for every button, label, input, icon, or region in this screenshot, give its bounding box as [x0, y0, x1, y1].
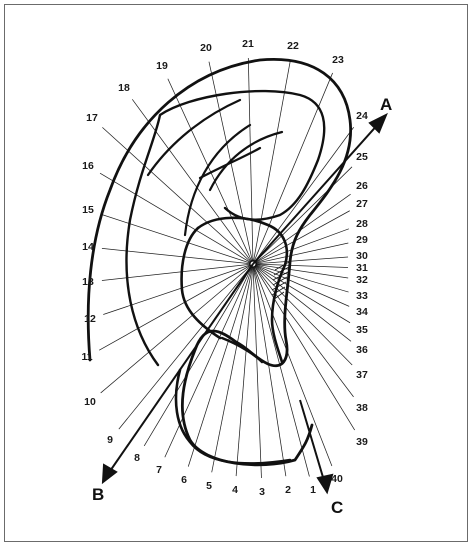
zone-ray-9	[119, 264, 253, 429]
zone-ray-39	[253, 264, 355, 430]
zone-label-34: 34	[356, 305, 368, 318]
zone-ray-19	[168, 79, 253, 264]
zone-ray-36	[253, 264, 351, 341]
zone-label-11: 11	[81, 350, 93, 363]
zone-label-28: 28	[356, 217, 368, 230]
zone-label-17: 17	[86, 111, 98, 124]
axis-b-arrowhead	[103, 465, 116, 482]
axis-label-c: C	[331, 498, 344, 517]
zone-label-18: 18	[118, 81, 130, 94]
zone-label-39: 39	[356, 435, 368, 448]
zone-label-6: 6	[181, 473, 187, 486]
zone-label-24: 24	[356, 109, 368, 122]
zone-label-31: 31	[356, 261, 368, 274]
zone-label-7: 7	[156, 463, 162, 476]
zone-label-21: 21	[242, 37, 254, 50]
zone-ray-8	[144, 264, 253, 446]
axis-c-arrowhead	[318, 475, 332, 492]
zone-label-10: 10	[84, 395, 96, 408]
zone-label-29: 29	[356, 233, 368, 246]
zone-label-12: 12	[84, 312, 96, 325]
zone-label-9: 9	[107, 433, 113, 446]
zone-label-2: 2	[285, 483, 291, 496]
zone-label-25: 25	[356, 150, 368, 163]
zone-label-1: 1	[310, 483, 316, 496]
zone-label-8: 8	[134, 451, 140, 464]
zone-ray-37	[253, 264, 352, 365]
zone-ray-21	[248, 58, 253, 264]
zone-label-22: 22	[287, 39, 299, 52]
zone-label-13: 13	[82, 275, 94, 288]
zone-label-14: 14	[82, 240, 94, 253]
zone-label-23: 23	[332, 53, 344, 66]
zone-ray-17	[102, 127, 253, 264]
zone-ray-38	[253, 264, 354, 397]
zone-label-33: 33	[356, 289, 368, 302]
zone-ray-24	[253, 127, 354, 264]
zone-ray-40	[253, 264, 332, 466]
zone-label-27: 27	[356, 197, 368, 210]
zone-label-15: 15	[82, 203, 94, 216]
zone-rays	[99, 58, 354, 478]
zone-ray-3	[253, 264, 261, 478]
zone-label-5: 5	[206, 479, 212, 492]
fossa-curve	[210, 132, 282, 190]
zone-label-26: 26	[356, 179, 368, 192]
zone-label-16: 16	[82, 159, 94, 172]
zone-label-35: 35	[356, 323, 368, 336]
axis-c-line	[300, 400, 325, 484]
zone-label-38: 38	[356, 401, 368, 414]
zone-label-36: 36	[356, 343, 368, 356]
axis-label-a: A	[380, 95, 393, 114]
zone-label-30: 30	[356, 249, 368, 262]
zone-label-37: 37	[356, 368, 368, 381]
zone-label-19: 19	[156, 59, 168, 72]
zone-label-4: 4	[232, 483, 238, 496]
axis-label-b: B	[92, 485, 105, 504]
zone-ray-13	[102, 264, 253, 280]
ear-outline	[88, 59, 350, 464]
zone-ray-6	[188, 264, 253, 467]
zone-label-20: 20	[200, 41, 212, 54]
zone-label-40: 40	[331, 472, 343, 485]
zone-label-3: 3	[259, 485, 265, 498]
zone-label-32: 32	[356, 273, 368, 286]
